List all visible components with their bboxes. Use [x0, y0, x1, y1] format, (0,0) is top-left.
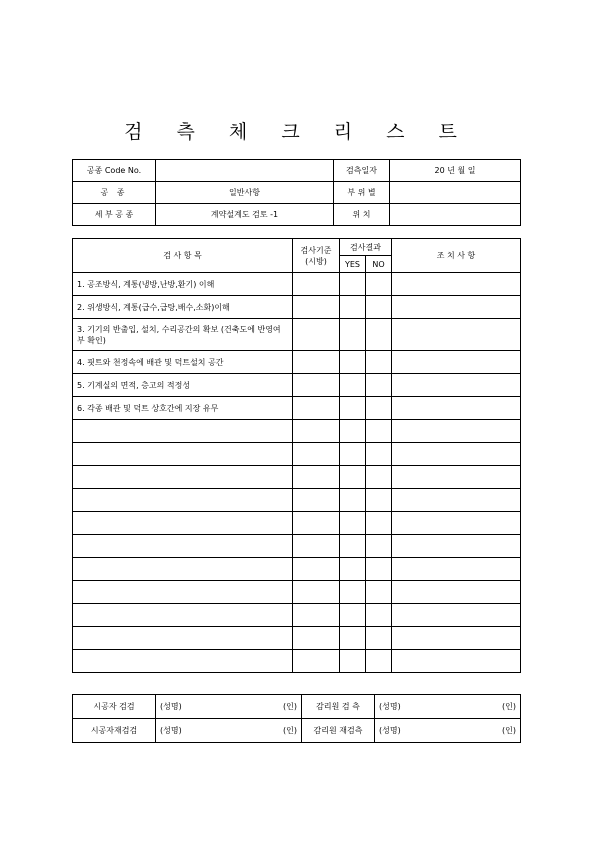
check-no[interactable]: [366, 374, 392, 397]
check-action[interactable]: [392, 420, 521, 443]
check-no[interactable]: [366, 443, 392, 466]
check-no[interactable]: [366, 420, 392, 443]
check-action[interactable]: [392, 627, 521, 650]
table-row: [73, 443, 521, 466]
sign-name-label: (성명): [160, 702, 182, 711]
check-item: [73, 558, 293, 581]
check-action[interactable]: [392, 650, 521, 673]
check-no[interactable]: [366, 351, 392, 374]
header-result: 검사결과: [340, 239, 392, 256]
check-standard[interactable]: [293, 604, 340, 627]
check-action[interactable]: [392, 443, 521, 466]
supervisor-check-label: 감리원 검 측: [302, 695, 375, 719]
check-standard[interactable]: [293, 535, 340, 558]
table-row: [73, 466, 521, 489]
checklist-table: [72, 238, 521, 673]
check-yes[interactable]: [340, 558, 366, 581]
check-yes[interactable]: [340, 581, 366, 604]
check-yes[interactable]: [340, 650, 366, 673]
contractor-recheck-sign[interactable]: [156, 719, 302, 743]
check-standard[interactable]: [293, 420, 340, 443]
check-action[interactable]: [392, 581, 521, 604]
check-no[interactable]: [366, 558, 392, 581]
check-item: [73, 443, 293, 466]
info-table: [72, 159, 521, 226]
check-yes[interactable]: [340, 512, 366, 535]
check-item: [73, 581, 293, 604]
work-code-value[interactable]: [156, 160, 334, 182]
supervisor-recheck-label: 감리원 재검측: [302, 719, 375, 743]
check-yes[interactable]: [340, 296, 366, 319]
check-standard[interactable]: [293, 351, 340, 374]
check-item: 6. 각종 배관 및 덕트 상호간에 지장 유무: [73, 397, 293, 420]
check-standard[interactable]: [293, 650, 340, 673]
check-yes[interactable]: [340, 397, 366, 420]
check-no[interactable]: [366, 489, 392, 512]
check-yes[interactable]: [340, 420, 366, 443]
check-item: [73, 420, 293, 443]
check-standard[interactable]: [293, 273, 340, 296]
table-row: [73, 650, 521, 673]
check-yes[interactable]: [340, 489, 366, 512]
check-item: 3. 기기의 반출입, 설치, 수리공간의 확보 (건축도에 반영여부 확인): [73, 319, 293, 351]
check-standard[interactable]: [293, 397, 340, 420]
check-no[interactable]: [366, 627, 392, 650]
check-no[interactable]: [366, 397, 392, 420]
work-code-label: 공종 Code No.: [73, 160, 156, 182]
check-yes[interactable]: [340, 273, 366, 296]
contractor-manager-sign[interactable]: [156, 695, 302, 719]
sub-work-value[interactable]: 계약설계도 검토 -1: [156, 204, 334, 226]
table-row: [73, 604, 521, 627]
check-action[interactable]: [392, 397, 521, 420]
check-yes[interactable]: [340, 604, 366, 627]
check-action[interactable]: [392, 512, 521, 535]
table-row: [73, 420, 521, 443]
signature-table: [72, 694, 521, 743]
check-action[interactable]: [392, 273, 521, 296]
check-standard[interactable]: [293, 489, 340, 512]
seal-label: (인): [502, 726, 516, 735]
seal-label: (인): [283, 702, 297, 711]
check-yes[interactable]: [340, 627, 366, 650]
check-standard[interactable]: [293, 319, 340, 351]
check-item: 5. 기계실의 면적, 층고의 적정성: [73, 374, 293, 397]
table-row: [73, 273, 521, 296]
table-row: [73, 535, 521, 558]
check-action[interactable]: [392, 466, 521, 489]
contractor-recheck-label: 시공자재검검: [73, 719, 156, 743]
check-yes[interactable]: [340, 443, 366, 466]
inspection-date-value[interactable]: 20 년 월 일: [390, 160, 521, 182]
check-yes[interactable]: [340, 351, 366, 374]
check-item: [73, 650, 293, 673]
supervisor-recheck-sign[interactable]: [375, 719, 521, 743]
table-row: [73, 374, 521, 397]
sign-name-label: (성명): [379, 702, 401, 711]
table-row: [73, 489, 521, 512]
table-row: [73, 296, 521, 319]
check-standard[interactable]: [293, 374, 340, 397]
check-no[interactable]: [366, 512, 392, 535]
check-action[interactable]: [392, 296, 521, 319]
check-standard[interactable]: [293, 443, 340, 466]
location-value[interactable]: [390, 204, 521, 226]
sign-name-label: (성명): [160, 726, 182, 735]
check-no[interactable]: [366, 650, 392, 673]
check-yes[interactable]: [340, 374, 366, 397]
check-yes[interactable]: [340, 535, 366, 558]
check-standard[interactable]: [293, 512, 340, 535]
check-no[interactable]: [366, 535, 392, 558]
check-item: [73, 627, 293, 650]
table-row: [73, 627, 521, 650]
location-label: 위 치: [334, 204, 390, 226]
sign-name-label: (성명): [379, 726, 401, 735]
work-label: 공 종: [73, 182, 156, 204]
check-item: [73, 489, 293, 512]
drawing-no-label: 부 위 별: [334, 182, 390, 204]
check-action[interactable]: [392, 535, 521, 558]
check-item: [73, 535, 293, 558]
check-action[interactable]: [392, 351, 521, 374]
check-standard[interactable]: [293, 627, 340, 650]
check-standard[interactable]: [293, 466, 340, 489]
table-row: [73, 581, 521, 604]
supervisor-check-sign[interactable]: [375, 695, 521, 719]
check-yes[interactable]: [340, 319, 366, 351]
check-item: [73, 466, 293, 489]
page-title: 검 측 체 크 리 스 트: [124, 121, 471, 143]
check-item: 2. 위생방식, 계통(급수,급탕,배수,소화)이해: [73, 296, 293, 319]
header-action: 조 치 사 항: [392, 239, 521, 273]
seal-label: (인): [502, 702, 516, 711]
check-no[interactable]: [366, 273, 392, 296]
table-row: [73, 512, 521, 535]
check-item: [73, 512, 293, 535]
check-action[interactable]: [392, 319, 521, 351]
table-row: [73, 558, 521, 581]
header-item: 검 사 항 목: [73, 239, 293, 273]
work-value[interactable]: 일반사항: [156, 182, 334, 204]
drawing-no-value[interactable]: [390, 182, 521, 204]
header-yes: YES: [340, 256, 366, 273]
check-standard[interactable]: [293, 296, 340, 319]
check-action[interactable]: [392, 374, 521, 397]
seal-label: (인): [283, 726, 297, 735]
header-no: NO: [366, 256, 392, 273]
check-action[interactable]: [392, 489, 521, 512]
table-row: [73, 351, 521, 374]
check-no[interactable]: [366, 296, 392, 319]
inspection-date-label: 검측일자: [334, 160, 390, 182]
header-standard: 검사기준 (시방): [293, 239, 340, 273]
check-yes[interactable]: [340, 466, 366, 489]
table-row: [73, 397, 521, 420]
check-item: [73, 604, 293, 627]
check-item: 4. 핏트와 천정속에 배관 및 덕트설치 공간: [73, 351, 293, 374]
check-item: 1. 공조방식, 계통(냉방,난방,환기) 이해: [73, 273, 293, 296]
sub-work-label: 세 부 공 종: [73, 204, 156, 226]
contractor-manager-label: 시공자 검검: [73, 695, 156, 719]
check-standard[interactable]: [293, 581, 340, 604]
check-action[interactable]: [392, 558, 521, 581]
check-no[interactable]: [366, 319, 392, 351]
table-row: [73, 319, 521, 351]
check-no[interactable]: [366, 604, 392, 627]
check-action[interactable]: [392, 604, 521, 627]
check-no[interactable]: [366, 466, 392, 489]
check-standard[interactable]: [293, 558, 340, 581]
check-no[interactable]: [366, 581, 392, 604]
